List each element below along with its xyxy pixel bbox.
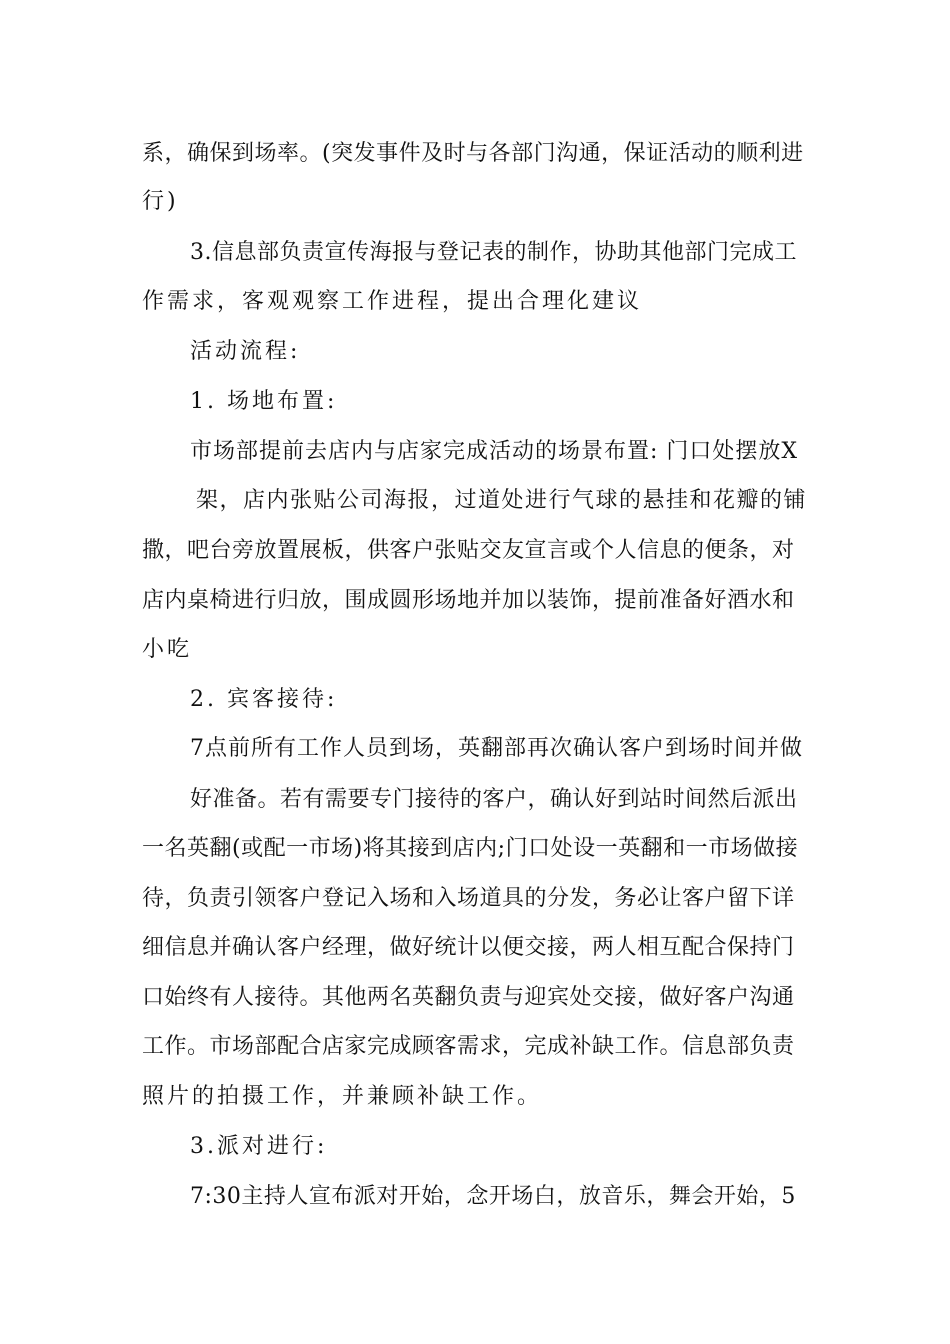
subsection-heading: 1. 场地布置: — [190, 389, 338, 414]
text-line: 口始终有人接待。其他两名英翻负责与迎宾处交接，做好客户沟通 — [142, 985, 795, 1010]
text-line: 架，店内张贴公司海报，过道处进行气球的悬挂和花瓣的铺 — [196, 488, 808, 513]
text-line: 作需求，客观观察工作进程，提出合理化建议 — [142, 289, 643, 314]
text-line: 细信息并确认客户经理，做好统计以便交接，两人相互配合保持门 — [142, 935, 795, 960]
text-line: 撒，吧台旁放置展板，供客户张贴交友宣言或个人信息的便条，对 — [142, 538, 795, 563]
text-line: 7点前所有工作人员到场，英翻部再次确认客户到场时间并做 — [190, 736, 803, 761]
subsection-heading: 2. 宾客接待: — [190, 687, 338, 712]
text-line: 好准备。若有需要专门接待的客户，确认好到站时间然后派出 — [190, 787, 798, 812]
text-line: 行) — [142, 189, 179, 214]
section-heading: 活动流程: — [190, 339, 301, 364]
text-line: 照片的拍摄工作，并兼顾补缺工作。 — [142, 1084, 543, 1109]
text-line: 市场部提前去店内与店家完成活动的场景布置: 门口处摆放X — [190, 439, 799, 464]
text-line: 系，确保到场率。(突发事件及时与各部门沟通，保证活动的顺利进 — [142, 141, 804, 166]
text-line: 店内桌椅进行归放，围成圆形场地并加以装饰，提前准备好酒水和 — [142, 588, 795, 613]
subsection-heading: 3.派对进行: — [190, 1134, 328, 1159]
text-line: 3.信息部负责宣传海报与登记表的制作，协助其他部门完成工 — [190, 240, 797, 265]
text-line: 7:30主持人宣布派对开始，念开场白，放音乐，舞会开始，5 — [190, 1184, 796, 1209]
text-line: 工作。市场部配合店家完成顾客需求，完成补缺工作。信息部负责 — [142, 1034, 795, 1059]
text-line: 待，负责引领客户登记入场和入场道具的分发，务必让客户留下详 — [142, 886, 795, 911]
text-line: 一名英翻(或配一市场)将其接到店内;门口处设一英翻和一市场做接 — [142, 836, 799, 861]
text-line: 小吃 — [142, 637, 193, 662]
